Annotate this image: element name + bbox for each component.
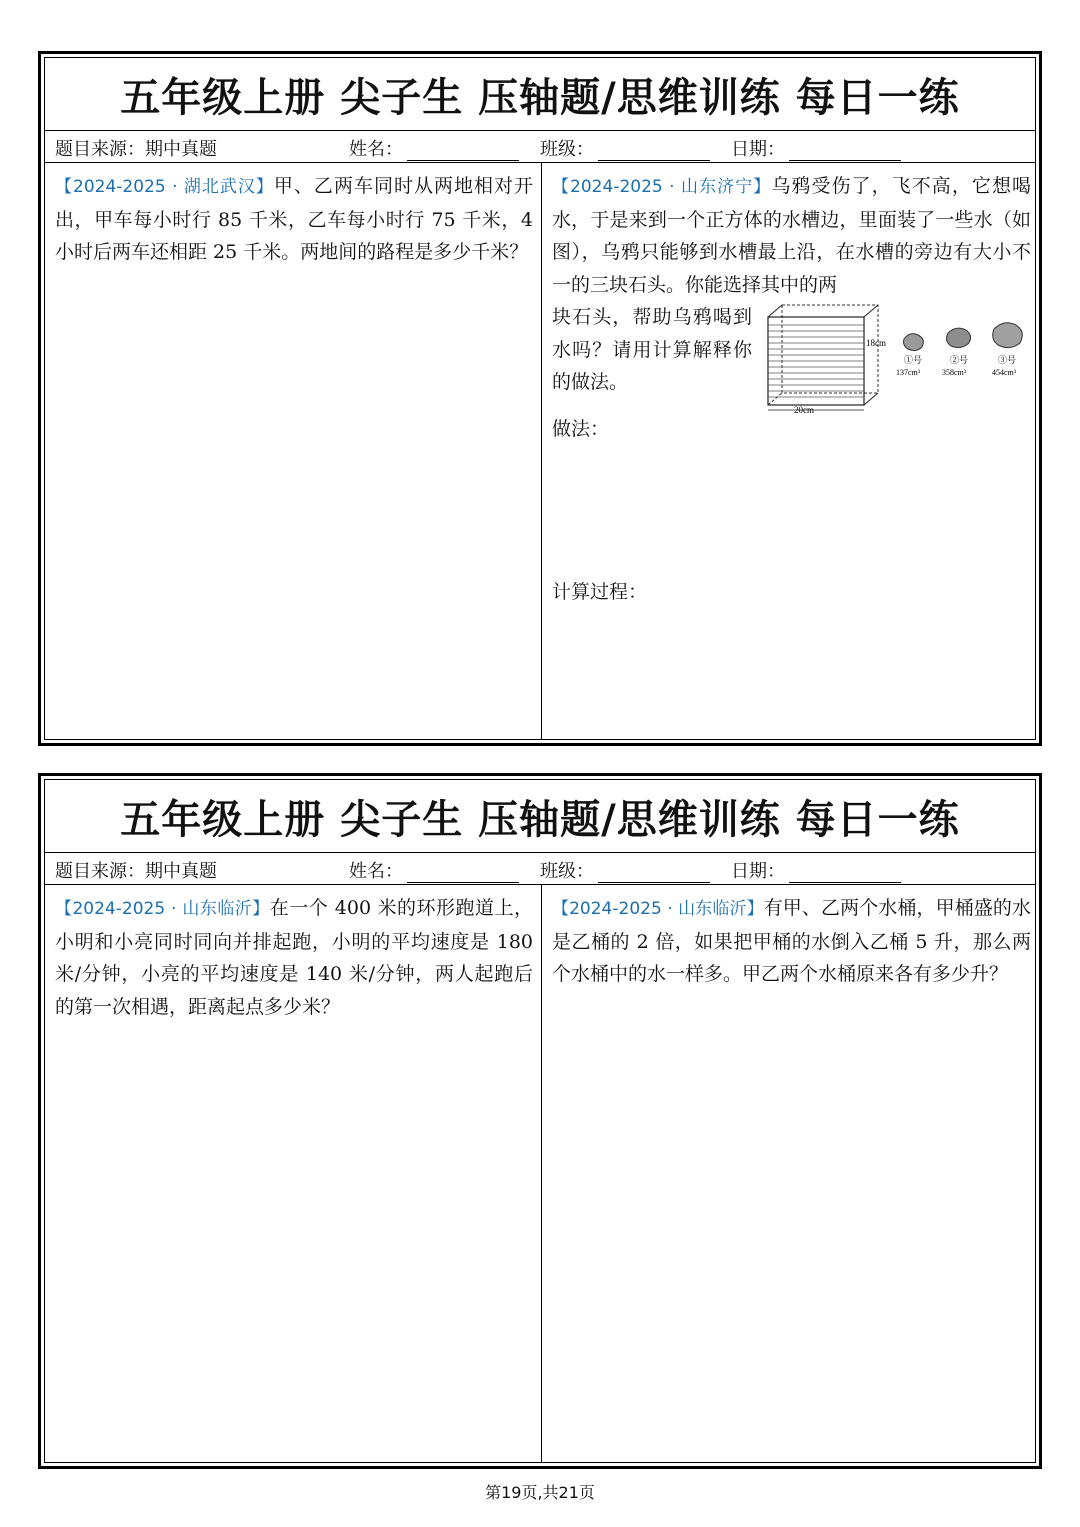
- tank-edge: [768, 305, 782, 317]
- question-tag: 【2024-2025 · 湖北武汉】: [55, 177, 274, 197]
- stone-2-num: ②号: [950, 355, 969, 365]
- question-body: 甲、乙两车同时从两地相对开出，甲车每小时行 85 千米，乙车每小时行 75 千米，4 小时后两车还相距 25 千米。两地间的路程是多少千米？: [55, 175, 533, 263]
- name-label: 姓名：: [349, 861, 403, 882]
- class-blank[interactable]: [598, 142, 710, 161]
- worksheet-title: 五年级上册 尖子生 压轴题/思维训练 每日一练: [45, 780, 1035, 853]
- question-cell-left: [45, 162, 541, 739]
- method-label: 做法：: [552, 418, 610, 440]
- date-blank[interactable]: [789, 142, 901, 161]
- name-blank[interactable]: [407, 142, 519, 161]
- stone-1-icon: [904, 334, 924, 351]
- source-label: 题目来源：期中真题: [55, 861, 217, 882]
- date-label: 日期：: [731, 139, 785, 160]
- stone-3-icon: [993, 323, 1023, 348]
- question-text: [552, 892, 1031, 991]
- worksheet-2: [38, 773, 1042, 1469]
- question-body: 有甲、乙两个水桶，甲桶盛的水是乙桶的 2 倍，如果把甲桶的水倒入乙桶 5 升，那么两个水桶中的水一样多。甲乙两个水桶原来各有多少升？: [552, 897, 1031, 985]
- worksheet-frame: [44, 779, 1036, 1463]
- info-row: [45, 130, 1035, 163]
- question-text: [55, 892, 533, 1023]
- question-cell-right: [542, 884, 1035, 1462]
- figure-row: [552, 301, 1031, 413]
- method-answer-area[interactable]: [552, 446, 1031, 576]
- calculation-label: 计算过程：: [552, 580, 648, 603]
- question-text: [55, 170, 533, 269]
- date-field[interactable]: [731, 857, 901, 883]
- date-label: 日期：: [731, 861, 785, 882]
- question-body: 在一个 400 米的环形跑道上，小明和小亮同时同向并排起跑，小明的平均速度是 180 米/分钟，小亮的平均速度是 140 米/分钟，两人起跑后的第一次相遇，距离起点多少米？: [55, 897, 533, 1018]
- question-text: [552, 170, 1031, 301]
- name-field[interactable]: [349, 857, 519, 883]
- question-tag: 【2024-2025 · 山东临沂】: [55, 899, 270, 919]
- class-field[interactable]: [540, 135, 710, 161]
- question-tag: 【2024-2025 · 山东临沂】: [552, 899, 764, 919]
- name-label: 姓名：: [349, 139, 403, 160]
- stone-2-volume: 358cm³: [942, 368, 967, 377]
- info-row: [45, 852, 1035, 885]
- date-blank[interactable]: [789, 864, 901, 883]
- stone-3-volume: 454cm³: [992, 368, 1017, 377]
- worksheet-frame: [44, 57, 1036, 740]
- worksheet-title: 五年级上册 尖子生 压轴题/思维训练 每日一练: [45, 58, 1035, 131]
- source-label: 题目来源：期中真题: [55, 139, 217, 160]
- question-cell-right: [542, 162, 1035, 739]
- stone-1-num: ①号: [904, 355, 923, 365]
- class-blank[interactable]: [598, 864, 710, 883]
- name-field[interactable]: [349, 135, 519, 161]
- water-tank-figure: [764, 303, 1034, 413]
- worksheet-1: [38, 51, 1042, 746]
- stone-3-num: ③号: [998, 355, 1017, 365]
- stone-2-icon: [947, 328, 971, 348]
- name-blank[interactable]: [407, 864, 519, 883]
- question-body-continued: 块石头，帮助乌鸦喝到水吗？请用计算解释你的做法。: [552, 306, 752, 393]
- class-label: 班级：: [540, 139, 594, 160]
- height-label: 18cm: [866, 338, 886, 348]
- page-number: 第19页,共21页: [485, 1483, 595, 1502]
- question-body: 乌鸦受伤了，飞不高，它想喝水，于是来到一个正方体的水槽边，里面装了一些水（如图），乌鸦只能够到水槽最上沿，在水槽的旁边有大小不一的三块石头。你能选择其中的两: [552, 175, 1031, 296]
- class-field[interactable]: [540, 857, 710, 883]
- class-label: 班级：: [540, 861, 594, 882]
- date-field[interactable]: [731, 135, 901, 161]
- tank-edge: [864, 305, 878, 317]
- tank-edge: [864, 393, 878, 405]
- width-label: 20cm: [794, 405, 814, 413]
- stone-1-volume: 137cm³: [896, 368, 921, 377]
- question-tag: 【2024-2025 · 山东济宁】: [552, 177, 772, 197]
- question-cell-left: [45, 884, 541, 1462]
- tank-edge: [768, 393, 782, 405]
